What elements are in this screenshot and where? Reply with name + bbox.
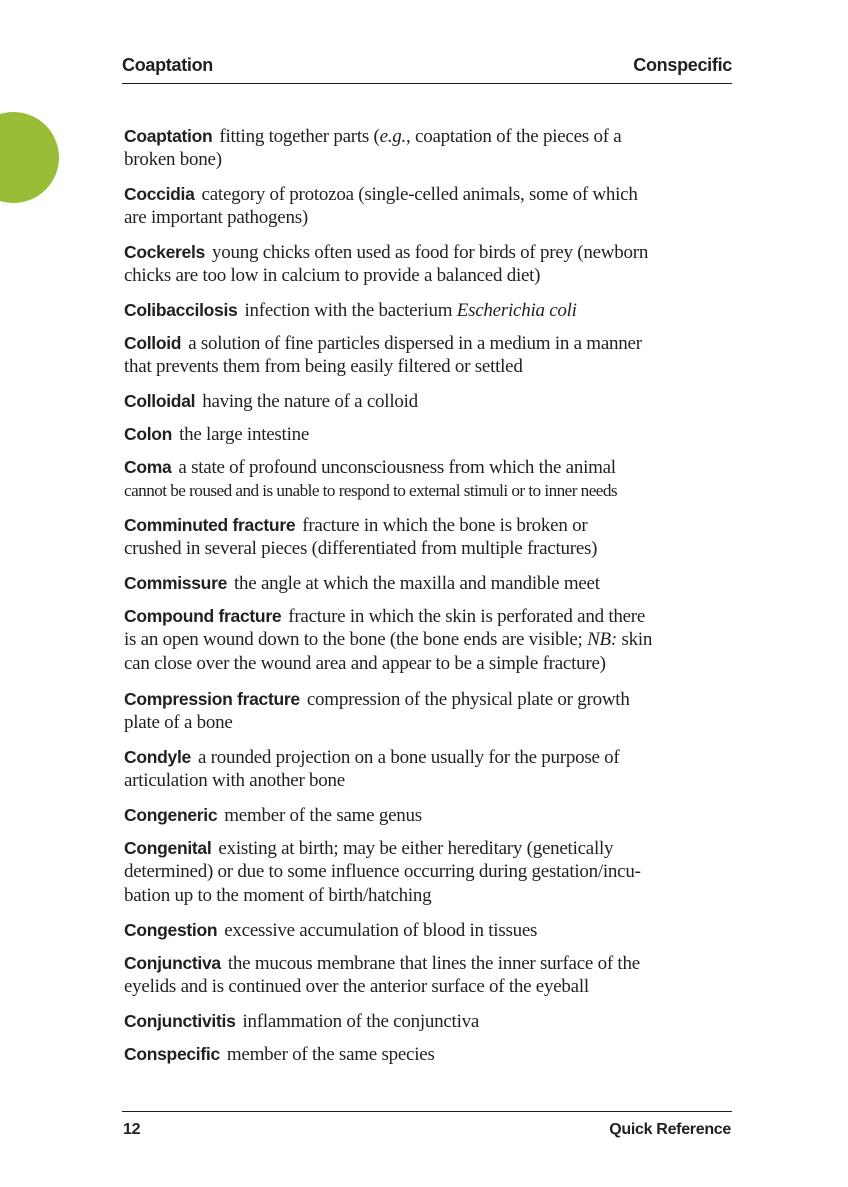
entry-definition-text: fracture in which the bone is broken or [302,515,588,536]
entry-definition-text: existing at birth; may be either hereditary (genetically [218,838,614,859]
entry-definition-text: the angle at which the maxilla and mandible meet [234,573,600,594]
entry-first-line [124,571,600,596]
entry-term: Comminuted fracture [124,515,296,535]
entry-first-line [124,1009,479,1034]
entry-definition-text: a state of profound unconsciousness from which the animal [178,457,616,478]
entry-first-line [124,951,640,976]
entry-first-line [124,298,577,323]
entry-first-line [124,455,616,480]
entry-first-line [124,745,620,770]
entry-definition-text: fracture in which the skin is perforated and there [288,606,646,627]
entry-italic-text: e.g. [379,126,407,147]
entry-definition-text: a solution of fine particles dispersed in a medium in a manner [188,333,642,354]
entry-continuation-line [124,206,308,230]
entry-term: Compound fracture [124,606,282,626]
entry-definition-text: chicks are too low in calcium to provide a balanced diet) [124,265,541,286]
entry-continuation-line [124,148,222,172]
entry-definition-text: crushed in several pieces (differentiated from multiple fractures) [124,538,598,559]
entry-definition-text: young chicks often used as food for birds of prey (newborn [211,242,649,263]
entry-term: Compression fracture [124,689,300,709]
entry-term: Colloidal [124,391,196,411]
entry-term: Congestion [124,920,218,940]
entry-definition-text: a rounded projection on a bone usually for the purpose of [197,747,620,768]
page-number: 12 [123,1121,141,1138]
entry-term: Conjunctivitis [124,1011,236,1031]
entry-term: Commissure [124,573,228,593]
entry-first-line [124,836,613,861]
entry-definition-text: category of protozoa (single-celled animals, some of which [201,184,638,205]
chapter-tab-marker [0,112,59,203]
entry-definition-text: eyelids and is continued over the anterior surface of the eyeball [124,976,589,997]
entry-definition-text: articulation with another bone [124,770,345,791]
header-rule [122,83,732,84]
entry-definition-text: determined) or due to some influence occurring during gestation/incu- [124,861,641,882]
entry-definition-text: compression of the physical plate or growth [306,689,630,710]
entry-first-line [124,422,309,447]
footer-rule [122,1111,732,1112]
entry-first-line [124,918,537,943]
entry-definition-text: plate of a bone [124,712,233,733]
entry-continuation-line [124,628,652,652]
entry-term: Coma [124,457,172,477]
entry-term: Congeneric [124,805,218,825]
entry-term: Cockerels [124,242,205,262]
entry-definition-text: excessive accumulation of blood in tissues [224,920,538,941]
entry-definition-text: having the nature of a colloid [202,391,418,412]
entry-first-line [124,513,587,538]
entry-definition-text: bation up to the moment of birth/hatching [124,885,432,906]
entry-definition-text: member of the same species [226,1044,435,1065]
entry-term: Colloid [124,333,182,353]
entry-term: Congenital [124,838,212,858]
entry-first-line [124,240,648,265]
running-header-last-term: Conspecific [633,55,732,75]
entry-continuation-line [124,884,431,908]
entry-first-line [124,604,645,629]
entry-first-line [124,687,630,712]
entry-definition-text: the large intestine [179,424,310,445]
footer-section-title: Quick Reference [609,1121,731,1138]
entry-continuation-line [124,769,345,793]
entry-definition-text: broken bone) [124,149,222,170]
entry-continuation-line [124,652,606,676]
entry-first-line [124,182,638,207]
entry-definition-text: that prevents them from being easily filtered or settled [124,356,523,377]
entry-definition-text: inflammation of the conjunctiva [242,1011,480,1032]
entry-continuation-line [124,264,540,288]
entry-definition-text: member of the same genus [224,805,422,826]
entry-continuation-line [124,860,641,884]
entry-term: Colibaccilosis [124,300,238,320]
entry-first-line [124,1042,435,1067]
entry-definition-text: the mucous membrane that lines the inner surface of the [227,953,640,974]
entry-definition-text: can close over the wound area and appear to be a simple fracture) [124,653,606,674]
entry-first-line [124,124,621,149]
entry-term: Condyle [124,747,191,767]
entry-continuation-line [124,355,523,379]
entry-definition-text: , coaptation of the pieces of a [406,126,622,147]
entry-definition-text: fitting together parts ( [219,126,380,147]
entry-term: Conjunctiva [124,953,221,973]
entry-definition-text: skin [616,629,653,650]
entry-continuation-line [124,975,589,999]
entry-definition-text: are important pathogens) [124,207,308,228]
entry-first-line [124,389,418,414]
entry-continuation-line [124,537,597,561]
entry-continuation-line [124,711,233,735]
entry-italic-text: NB: [587,629,617,650]
entry-definition-text: is an open wound down to the bone (the bone ends are visible; [124,629,588,650]
entry-continuation-line [124,479,617,503]
entry-term: Coaptation [124,126,213,146]
entry-first-line [124,331,642,356]
entry-term: Colon [124,424,173,444]
entry-definition-text: cannot be roused and is unable to respond to external stimuli or to inner needs [124,481,618,500]
entry-first-line [124,803,422,828]
entry-definition-text: infection with the bacterium [244,300,457,321]
entry-italic-text: Escherichia coli [456,300,577,321]
entry-term: Coccidia [124,184,195,204]
running-header-first-term: Coaptation [122,55,213,75]
entry-term: Conspecific [124,1044,220,1064]
